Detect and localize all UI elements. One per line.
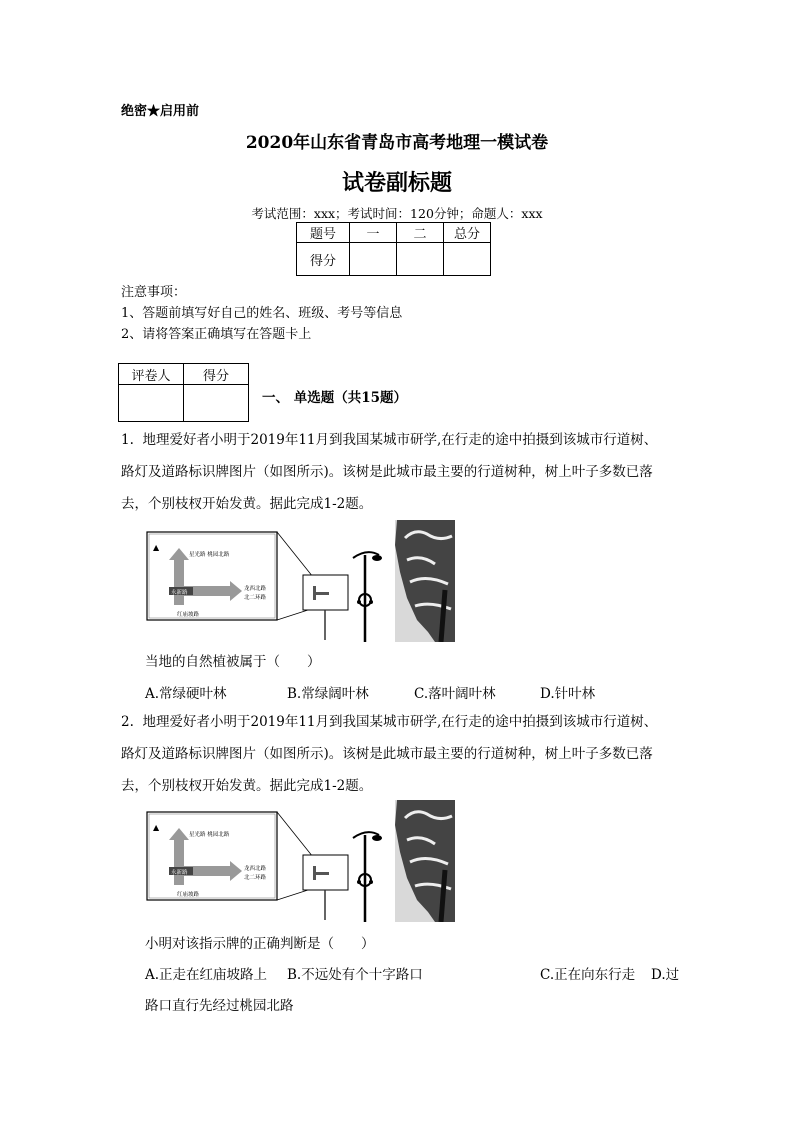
option-c[interactable]: C.正在向东行走 [540,967,636,983]
option-d-continued: 路口直行先经过桃园北路 [145,998,294,1014]
note-item: 2、请将答案正确填写在答题卡上 [121,327,312,342]
notes-heading: 注意事项： [121,285,187,300]
question-stem [121,706,681,738]
question-number: 2. [121,714,134,730]
question-stem [121,424,681,456]
question-prompt: 当地的自然植被属于（ ） [145,654,321,670]
grader-score-cell[interactable] [184,385,249,422]
figure-label-top: 星光路 桃园北路 [189,552,230,558]
road-sign-figure [145,520,457,642]
figure-label-right1: 龙西北路 [244,586,267,592]
exam-info: 考试范围：xxx；考试时间：120分钟；命题人：xxx [251,206,543,221]
option-c[interactable]: C.落叶阔叶林 [414,686,496,702]
grader-header: 评卷人 [119,364,184,385]
question-prompt: 小明对该指示牌的正确判断是（ ） [145,936,375,952]
option-a[interactable]: A.常绿硬叶林 [145,686,227,702]
figure-label-center: 永新路 [171,590,188,596]
grader-score-header: 得分 [184,364,249,385]
stem-line: 路灯及道路标识牌图片（如图所示)。该树是此城市最主要的行道树种，树上叶子多数已落 [121,746,653,762]
score-cell-total[interactable] [444,243,491,276]
stem-line: 去，个别枝杈开始发黄。据此完成1-2题。 [121,496,373,512]
figure-label-right2: 北二环路 [244,595,267,601]
notes-block [121,282,402,345]
figure-label-right2: 北二环路 [244,875,267,881]
score-header-total: 总分 [444,223,491,243]
option-b[interactable]: B.不远处有个十字路口 [287,967,423,983]
figure-label-center: 永新路 [171,870,188,876]
figure-label-bottom: 红庙坡路 [177,612,200,618]
score-row-label: 得分 [297,243,350,276]
exam-subtitle: 试卷副标题 [341,170,452,196]
score-header-part2: 二 [397,223,444,243]
option-b[interactable]: B.常绿阔叶林 [287,686,369,702]
confidential-label: 绝密★启用前 [121,104,200,119]
grader-table [118,363,249,422]
figure-label-top: 星光路 桃园北路 [189,832,230,838]
score-cell-part2[interactable] [397,243,444,276]
score-header-part1: 一 [350,223,397,243]
stem-line: 地理爱好者小明于2019年11月到我国某城市研学,在行走的途中拍摄到该城市行道树、 [142,432,658,448]
stem-line: 路灯及道路标识牌图片（如图所示)。该树是此城市最主要的行道树种，树上叶子多数已落 [121,464,653,480]
score-cell-part1[interactable] [350,243,397,276]
score-table [296,222,491,276]
north-arrow-icon: ▲ [153,543,160,552]
question-2 [121,706,681,802]
figure-label-right1: 龙西北路 [244,866,267,872]
option-d[interactable]: D.针叶林 [540,686,596,702]
north-arrow-icon: ▲ [153,823,160,832]
exam-title: 2020年山东省青岛市高考地理一模试卷 [245,133,549,153]
question-1 [121,424,681,520]
option-a[interactable]: A.正走在红庙坡路上 [145,967,268,983]
figure-label-bottom: 红庙坡路 [177,892,200,898]
grader-cell[interactable] [119,385,184,422]
option-d[interactable]: D.过 [651,967,680,983]
section-title: 一、 单选题（共15题） [262,390,407,406]
stem-line: 去，个别枝杈开始发黄。据此完成1-2题。 [121,778,373,794]
stem-line: 地理爱好者小明于2019年11月到我国某城市研学,在行走的途中拍摄到该城市行道树、 [142,714,658,730]
score-header-number: 题号 [297,223,350,243]
question-number: 1. [121,432,134,448]
note-item: 1、答题前填写好自己的姓名、班级、考号等信息 [121,306,403,321]
road-sign-figure [145,800,457,922]
